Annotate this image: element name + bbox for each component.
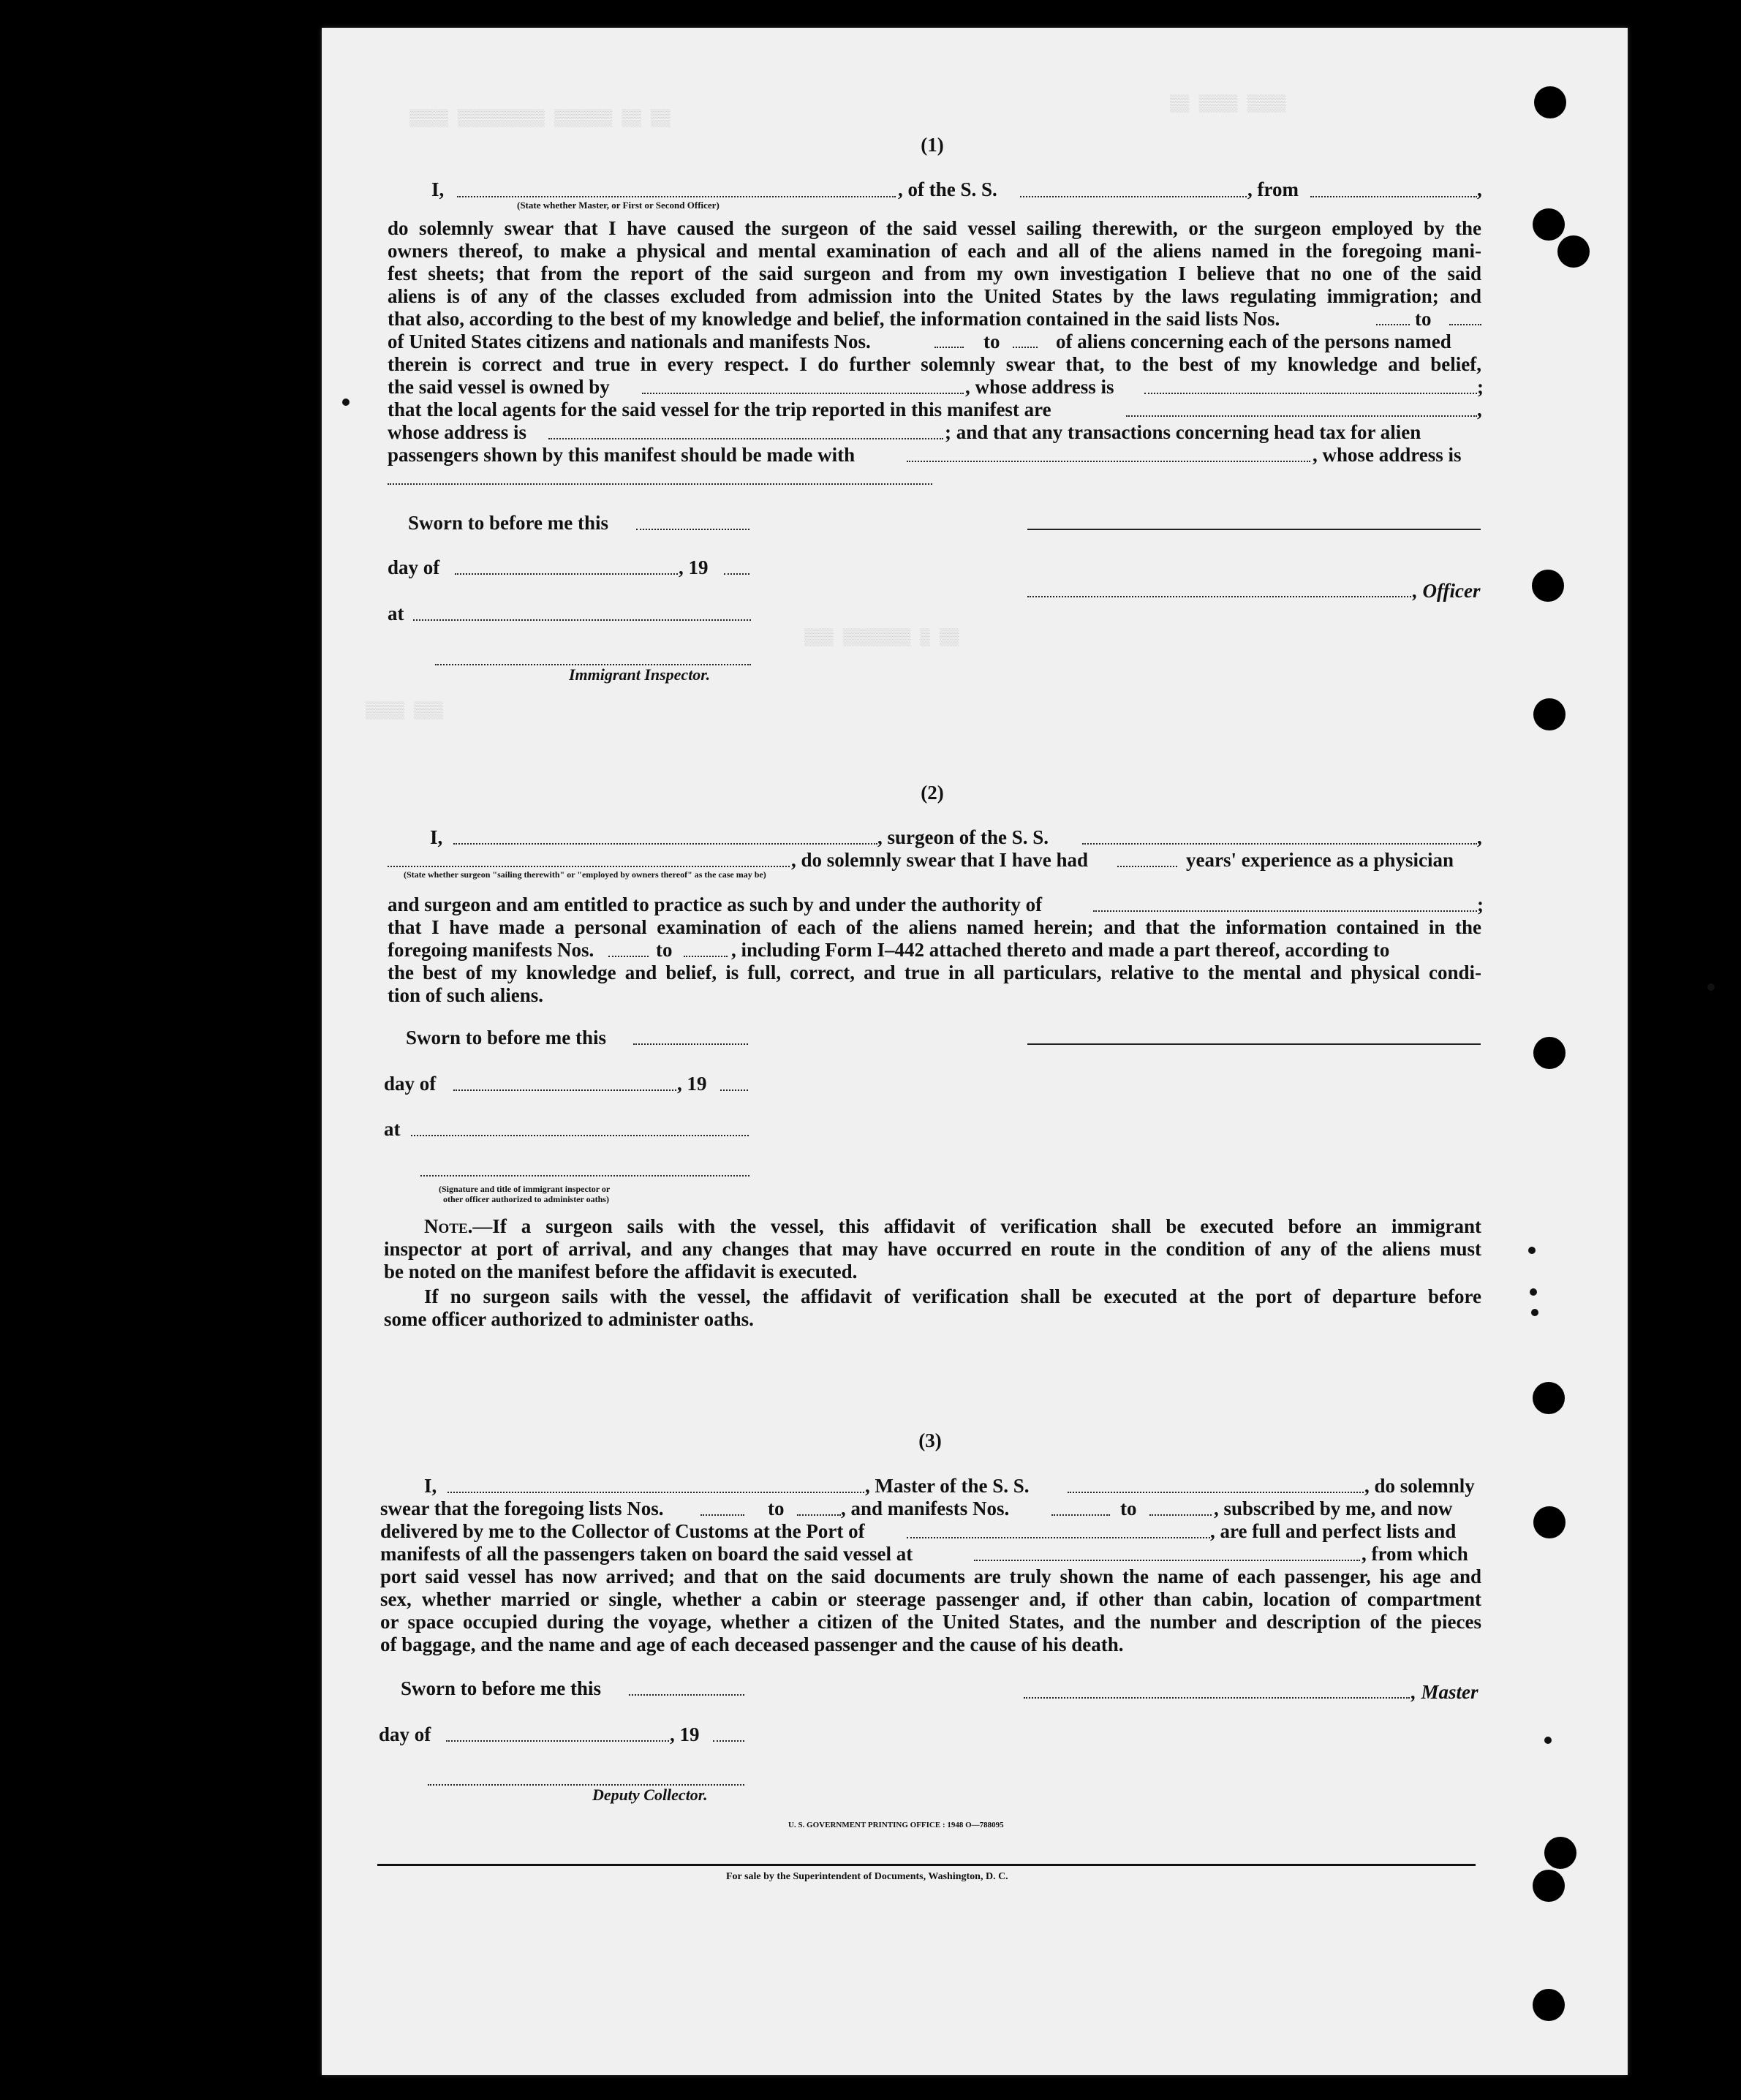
punch-hole	[1544, 1837, 1576, 1869]
s2-day-month-field[interactable]	[453, 1089, 676, 1091]
s1-at-label: at	[388, 603, 404, 624]
s1-owned-label: the said vessel is owned by	[388, 376, 610, 398]
s3-subscribed-text: , subscribed by me, and now	[1214, 1497, 1453, 1519]
s2-signature-line[interactable]	[1027, 1043, 1481, 1045]
paper-speck	[1528, 1247, 1536, 1254]
printing-office-line: U. S. GOVERNMENT PRINTING OFFICE : 1948 O—788095	[788, 1821, 1004, 1829]
s2-prefix: I,	[430, 826, 443, 848]
s2-sig-note-2: other officer authorized to administer oaths)	[443, 1194, 609, 1204]
s3-prefix: I,	[424, 1475, 437, 1497]
s3-manifests-to-field[interactable]	[1149, 1514, 1212, 1516]
s1-officer-name-field[interactable]	[457, 196, 896, 197]
s3-manifests-all-label: manifests of all the passengers taken on board the said vessel at	[380, 1543, 913, 1565]
s1-owned-semicolon: ;	[1477, 376, 1484, 398]
s2-including-text: , including Form I–442 attached thereto and made a part thereof, according to	[731, 939, 1390, 961]
s2-surgeon-of-ss: , surgeon of the S. S.	[877, 826, 1049, 848]
s2-belief-line: the best of my knowledge and belief, is full, correct, and true in all particulars, relative to the mental and physical condi-	[388, 962, 1481, 983]
s1-of-ss-label: , of the S. S.	[898, 178, 997, 200]
s3-master-of-ss: , Master of the S. S.	[865, 1475, 1030, 1497]
s2-at-place-field[interactable]	[411, 1135, 749, 1136]
s1-manifests-to-field[interactable]	[1013, 347, 1038, 348]
paper-speck	[1707, 983, 1715, 991]
s3-lists-label: swear that the foregoing lists Nos.	[380, 1497, 664, 1519]
s1-passengers-address-label: , whose address is	[1313, 444, 1462, 466]
s2-manifests-to: to	[656, 939, 673, 961]
s1-address-label: whose address is	[388, 421, 527, 443]
s1-owner-address-label: , whose address is	[965, 376, 1114, 398]
punch-hole	[1533, 1037, 1566, 1069]
s1-owner-address-field[interactable]	[1144, 393, 1477, 394]
s2-line1-comma: ,	[1477, 826, 1482, 848]
s2-note-line-1	[424, 1217, 1481, 1236]
s1-agents-label: that the local agents for the said vessel for the trip reported in this manifest are	[388, 399, 1051, 420]
bleed-through-text: ▒▒▒▒ ▒▒▒▒ ▒▒	[1170, 95, 1286, 113]
bleed-through-text: ▒▒ ▒ ▒▒▒▒▒▒▒ ▒▒▒	[804, 629, 959, 647]
bleed-through-text: ▒▒ ▒▒ ▒▒▒▒▒▒ ▒▒▒▒▒▒▒▒▒ ▒▒▒▒	[409, 110, 671, 128]
s1-headtax-address-field[interactable]	[388, 483, 932, 485]
s1-lists-to: to	[1415, 308, 1432, 330]
paper-speck	[342, 399, 350, 406]
s2-day-label: day of	[384, 1073, 437, 1095]
s1-lists-from-field[interactable]	[1376, 324, 1410, 325]
s1-day-label: day of	[388, 556, 440, 578]
s2-swear-text: , do solemnly swear that I have had	[791, 849, 1089, 871]
s3-boarding-port-field[interactable]	[974, 1560, 1360, 1561]
s1-end-comma: ,	[1477, 178, 1482, 200]
s2-note-head: Note.	[424, 1215, 473, 1237]
s3-full-lists-text: , are full and perfect lists and	[1210, 1520, 1457, 1542]
footer-rule	[377, 1864, 1476, 1866]
s3-day-label: day of	[379, 1723, 431, 1745]
punch-hole	[1533, 1506, 1566, 1538]
s1-year-label: , 19	[679, 556, 709, 578]
paper-speck	[1531, 1309, 1538, 1316]
section-3-number: (3)	[918, 1429, 942, 1451]
s3-last-line: of baggage, and the name and age of each deceased passenger and the cause of his death.	[380, 1633, 1124, 1655]
s1-passengers-label: passengers shown by this manifest should be made with	[388, 444, 856, 466]
punch-hole	[1533, 1382, 1565, 1414]
s2-tion-line: tion of such aliens.	[388, 984, 544, 1006]
s2-manifests-to-field[interactable]	[684, 956, 728, 957]
s2-note-text: —If a surgeon sails with the vessel, this affidavit of verification shall be executed before an immigrant	[472, 1215, 1481, 1237]
s1-day-month-field[interactable]	[455, 573, 678, 575]
s3-lists-from-field[interactable]	[700, 1514, 744, 1516]
s1-year-field[interactable]	[724, 573, 749, 575]
s3-manifests-from-field[interactable]	[1051, 1514, 1110, 1516]
s1-signature-line-1[interactable]	[1027, 529, 1481, 530]
s1-officer-signature-field[interactable]	[1027, 596, 1411, 597]
s1-lists-to-field[interactable]	[1449, 324, 1481, 325]
s3-collector-label: Deputy Collector.	[592, 1786, 708, 1804]
s3-day-month-field[interactable]	[446, 1740, 669, 1742]
punch-hole	[1557, 235, 1590, 268]
s3-para-line: or space occupied during the voyage, whether a citizen of the United States, and the number and description of the pieces	[380, 1611, 1481, 1633]
s3-para-line: port said vessel has now arrived; and that on the said documents are truly shown the name of each passenger, his age and	[380, 1565, 1481, 1587]
s3-manifests-label: , and manifests Nos.	[841, 1497, 1010, 1519]
s3-from-which: , from which	[1362, 1543, 1468, 1565]
s1-owner-field[interactable]	[642, 393, 964, 394]
s1-citizens-tail: of aliens concerning each of the persons named	[1056, 331, 1451, 352]
for-sale-line: For sale by the Superintendent of Documents, Washington, D. C.	[726, 1871, 1008, 1882]
s3-year-field[interactable]	[713, 1740, 744, 1742]
s1-para-line: fest sheets; that from the report of the said surgeon and from my own investigation I believe that no one of the said	[388, 262, 1481, 284]
s2-ship-name-field[interactable]	[1082, 843, 1477, 845]
s3-master-signature-field[interactable]	[1024, 1697, 1410, 1699]
s2-year-label: , 19	[677, 1073, 707, 1095]
s2-surgeon-note: (State whether surgeon "sailing therewith" or "employed by owners thereof" as the case may be)	[404, 869, 766, 880]
s2-years-text: years' experience as a physician	[1186, 849, 1454, 871]
s2-sig-note-1: (Signature and title of immigrant inspector or	[439, 1184, 611, 1194]
s1-officer-label: , Officer	[1413, 580, 1481, 602]
s1-prefix: I,	[431, 178, 445, 200]
s1-from-port-field[interactable]	[1310, 196, 1477, 197]
s2-auth-semicolon: ;	[1477, 894, 1484, 915]
s3-delivered-label: delivered by me to the Collector of Customs at the Port of	[380, 1520, 865, 1542]
s3-master-label: , Master	[1411, 1681, 1478, 1703]
s1-headtax-party-field[interactable]	[907, 461, 1310, 462]
s3-port-field[interactable]	[907, 1537, 1210, 1538]
s3-para-line: sex, whether married or single, whether a cabin or steerage passenger and, if other than cabin, location of compartment	[380, 1588, 1481, 1610]
s1-para-line: owners thereof, to make a physical and mental examination of each and all of the aliens named in the foregoing mani-	[388, 240, 1481, 262]
punch-hole	[1533, 1870, 1565, 1902]
s1-therein-line: therein is correct and true in every respect. I do further solemnly swear that, to the best of my knowledge and belief,	[388, 353, 1481, 375]
s1-manifests-to: to	[983, 331, 1000, 352]
bleed-through-text: ▒▒▒ ▒▒▒▒	[366, 702, 443, 720]
s1-headtax-text: ; and that any transactions concerning head tax for alien	[945, 421, 1421, 443]
s2-sworn-date-field[interactable]	[633, 1043, 748, 1045]
s2-manifests-from-field[interactable]	[608, 956, 649, 957]
s2-at-label: at	[384, 1118, 401, 1140]
s1-officer-note: (State whether Master, or First or Second Officer)	[517, 200, 720, 211]
punch-hole	[1533, 698, 1566, 730]
s3-ship-name-field[interactable]	[1068, 1492, 1364, 1493]
s2-auth-text: and surgeon and am entitled to practice as such by and under the authority of	[388, 894, 1043, 915]
s2-exam-line: that I have made a personal examination of each of the aliens named herein; and that the information contained in the	[388, 916, 1481, 938]
paper-speck	[1530, 1288, 1537, 1296]
s2-authority-field[interactable]	[1093, 910, 1477, 912]
s3-manifests-to: to	[1120, 1497, 1137, 1519]
section-1-number: (1)	[921, 134, 944, 156]
s3-year-label: , 19	[670, 1723, 700, 1745]
s1-para-line: aliens is of any of the classes excluded from admission into the United States by the laws regulating immigration; and	[388, 285, 1481, 307]
punch-hole	[1534, 86, 1566, 118]
s1-ship-name-field[interactable]	[1020, 196, 1247, 197]
s2-surgeon-name-field[interactable]	[453, 843, 877, 845]
s3-lists-to: to	[768, 1497, 785, 1519]
s2-note2-line: some officer authorized to administer oaths.	[384, 1308, 754, 1330]
s1-sworn-label: Sworn to before me this	[408, 512, 608, 534]
s1-lists-text: that also, according to the best of my knowledge and belief, the information contained in the said lists Nos.	[388, 308, 1280, 330]
s3-sworn-date-field[interactable]	[629, 1694, 744, 1696]
s2-year-field[interactable]	[720, 1089, 748, 1091]
s2-years-field[interactable]	[1117, 866, 1177, 867]
s2-note2-line: If no surgeon sails with the vessel, the affidavit of verification shall be executed at the port of departure before	[424, 1285, 1481, 1307]
s2-surgeon-type-field[interactable]	[388, 866, 790, 867]
s3-master-name-field[interactable]	[447, 1492, 864, 1493]
s1-inspector-label: Immigrant Inspector.	[569, 665, 711, 684]
s1-para-line: do solemnly swear that I have caused the surgeon of the said vessel sailing therewith, or the surgeon employed by the	[388, 217, 1481, 239]
punch-hole	[1533, 1989, 1565, 2021]
s2-inspector-signature-field[interactable]	[420, 1175, 749, 1176]
s1-from-label: , from	[1247, 178, 1299, 200]
punch-hole	[1532, 570, 1564, 602]
s2-sworn-label: Sworn to before me this	[406, 1027, 606, 1049]
s1-manifests-from-field[interactable]	[934, 347, 964, 348]
paper-speck	[1544, 1737, 1552, 1744]
s3-solemnly: , do solemnly	[1364, 1475, 1475, 1497]
s2-note-line: inspector at port of arrival, and any changes that may have occurred en route in the condition of any of the aliens must	[384, 1238, 1481, 1260]
section-2-number: (2)	[921, 782, 944, 804]
s1-agents-field[interactable]	[1126, 415, 1477, 417]
s1-at-place-field[interactable]	[413, 619, 751, 621]
s1-sworn-date-field[interactable]	[636, 529, 749, 530]
s2-note-line: be noted on the manifest before the affidavit is executed.	[384, 1261, 858, 1283]
s3-sworn-label: Sworn to before me this	[401, 1677, 601, 1699]
s3-lists-to-field[interactable]	[797, 1514, 841, 1516]
s2-manifests-label: foregoing manifests Nos.	[388, 939, 594, 961]
s1-citizens-text: of United States citizens and nationals and manifests Nos.	[388, 331, 871, 352]
s1-agents-address-field[interactable]	[548, 438, 943, 439]
punch-hole	[1533, 208, 1565, 241]
s1-agents-comma: ,	[1477, 399, 1482, 420]
